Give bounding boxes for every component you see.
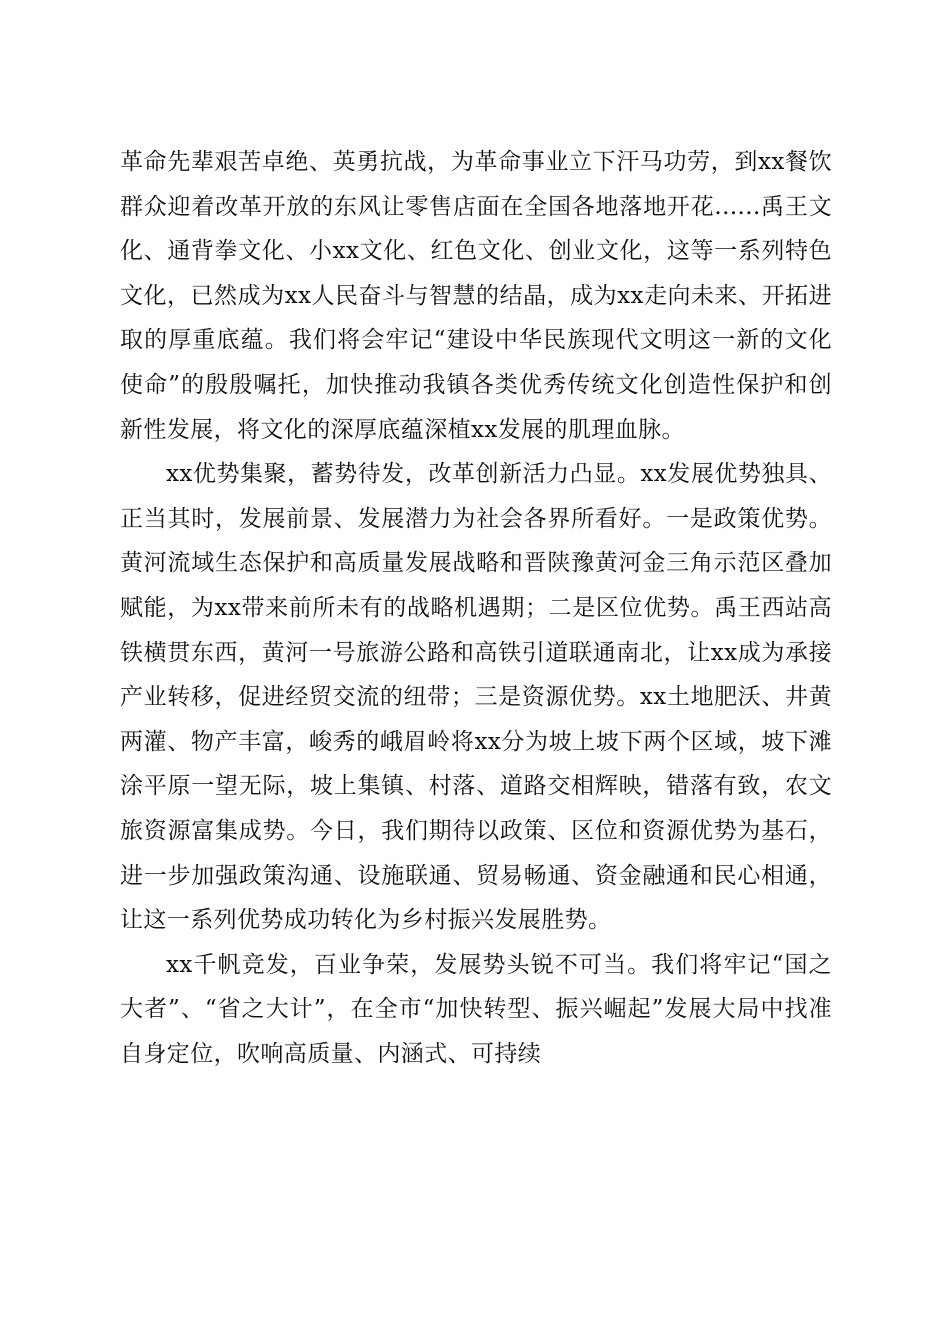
paragraph-culture: 革命先辈艰苦卓绝、英勇抗战，为革命事业立下汗马功劳，到xx餐饮群众迎着改革开放的东风让零售店面在全国各地落地开花......禹王文化、通背拳文化、小xx文化、红色文化、创业文化，这等一系列特色文化，已然成为xx人民奋斗与智慧的结晶，成为xx走向未来、开拓进取的厚重底蕴。我们将会牢记“建设中华民族现代文明这一新的文化使命”的殷殷嘱托，加快推动我镇各类优秀传统文化创造性保护和创新性发展，将文化的深厚底蕴深植xx发展的肌理血脉。 xyxy=(120,149,832,443)
paragraph-advantages: xx优势集聚，蓄势待发，改革创新活力凸显。xx发展优势独具、正当其时，发展前景、发展潜力为社会各界所看好。一是政策优势。黄河流域生态保护和高质量发展战略和晋陕豫黄河金三角示范区叠加赋能，为xx带来前所未有的战略机遇期；二是区位优势。禹王西站高铁横贯东西，黄河一号旅游公路和高铁引道联通南北，让xx成为承接产业转移，促进经贸交流的纽带；三是资源优势。xx土地肥沃、井黄两灌、物产丰富，峻秀的峨眉岭将xx分为坡上坡下两个区域，坡下滩涂平原一望无际，坡上集镇、村落、道路交相辉映，错落有致，农文旅资源富集成势。今日，我们期待以政策、区位和资源优势为基石，进一步加强政策沟通、设施联通、贸易畅通、资金融通和民心相通，让这一系列优势成功转化为乡村振兴发展胜势。 xyxy=(120,461,832,934)
document-body xyxy=(120,140,832,1076)
paragraph-development: xx千帆竞发，百业争荣，发展势头锐不可当。我们将牢记“国之大者”、“省之大计”，在全市“加快转型、振兴崛起”发展大局中找准自身定位，吹响高质量、内涵式、可持续 xyxy=(120,951,832,1067)
